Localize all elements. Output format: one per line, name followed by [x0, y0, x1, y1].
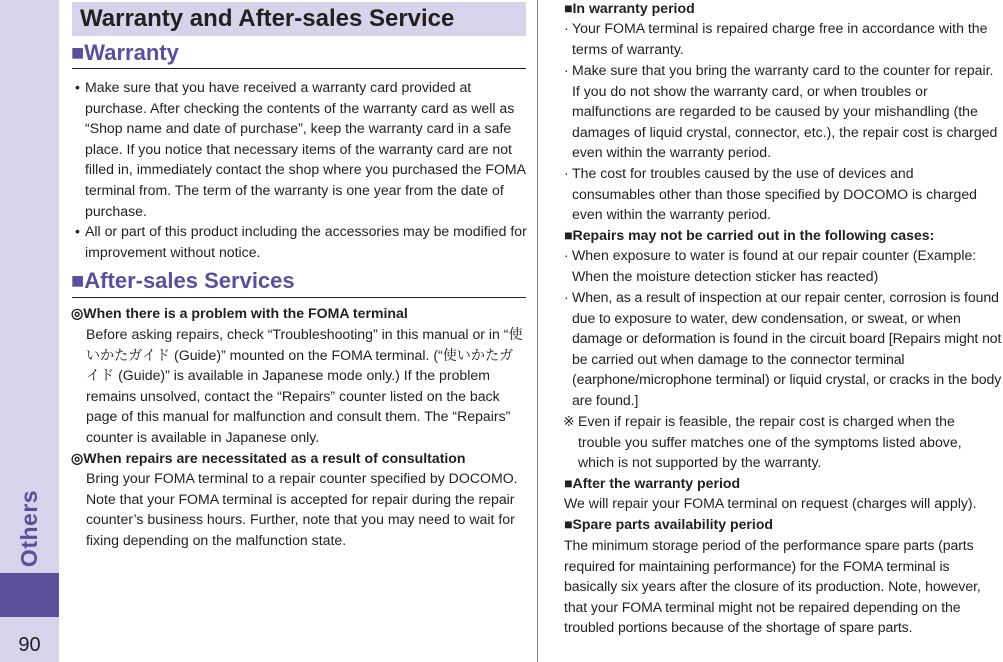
problem-section-body: Before asking repairs, check “Troubleshooting” in this manual or in “使いかたガイド (Guide)” mounted on the FOMA terminal. (“使いかたガイド (Guide)” is available in Japanese mode only.) If the problem remains unsolved, contact the “Repairs” counter listed on the back page of this manual for malfunction and consult them. The “Repairs” counter is available in Japanese only.	[86, 326, 523, 445]
warranty-bullet-1: Make sure that you have received a warranty card provided at purchase. After checking the contents of the warranty card as well as “Shop name and date of purchase”, keep the warranty card in a safe place. If you notice that necessary items of the warranty card are not filled in, immediately contact the shop where you purchased the FOMA terminal from. The term of the warranty is one year from the date of purchase.	[85, 79, 526, 219]
in-warranty-item-3: The cost for troubles caused by the use of devices and consumables other than those specified by DOCOMO is charged even within the warranty period.	[572, 165, 978, 223]
repairs-section-heading: ◎When repairs are necessitated as a result of consultation	[71, 450, 466, 466]
page-title-bar	[72, 2, 526, 36]
not-repaired-item-1: When exposure to water is found at our repair counter (Example: When the moisture detection sticker has reacted)	[572, 247, 977, 284]
warranty-heading: ■Warranty	[71, 40, 179, 65]
warranty-bullet-2: All or part of this product including the accessories may be modified for improvement without notice.	[85, 223, 527, 260]
after-warranty-heading: ■After the warranty period	[564, 475, 741, 491]
column-divider	[537, 0, 538, 662]
side-tab-label: Others	[16, 489, 43, 567]
in-warranty-item-2: Make sure that you bring the warranty card to the counter for repair. If you do not show the warranty card, or when troubles or malfunctions are regarded to be caused by your mishandling (the damages of liquid crystal, connector, etc.), the repair cost is charged even within the warranty period.	[572, 62, 998, 161]
problem-section-heading: ◎When there is a problem with the FOMA terminal	[71, 305, 408, 321]
spare-parts-heading: ■Spare parts availability period	[564, 516, 774, 532]
dot-marker: ·	[564, 165, 569, 181]
dot-marker: ·	[564, 20, 569, 36]
repairs-section-body: Bring your FOMA terminal to a repair counter specified by DOCOMO. Note that your FOMA terminal is accepted for repair during the repair counter’s business hours. Further, note that you may need to wait for fixing depending on the malfunction state.	[86, 470, 518, 548]
bullet-marker: •	[75, 223, 80, 239]
note-mark: ※	[563, 413, 575, 429]
after-warranty-body: We will repair your FOMA terminal on request (charges will apply).	[564, 495, 977, 511]
bullet-marker: •	[75, 79, 80, 95]
dot-marker: ·	[564, 289, 569, 305]
after-sales-heading: ■After-sales Services	[71, 268, 295, 293]
dot-marker: ·	[564, 62, 569, 78]
in-warranty-item-1: Your FOMA terminal is repaired charge free in accordance with the terms of warranty.	[572, 20, 988, 57]
spare-parts-body: The minimum storage period of the performance spare parts (parts required for maintaining performance) for the FOMA terminal is basically six years after the closure of its production. Note, however, that your FOMA terminal might not be repaired depending on the troubled portions because of the shortage of spare parts.	[564, 537, 981, 636]
not-repaired-item-2: When, as a result of inspection at our repair center, corrosion is found due to exposure to water, dew condensation, or sweat, or when damage or deformation is found in the circuit board [Repairs might not be carried out when damage to the connector terminal (earphone/microphone terminal) or liquid crystal, or cracks in the body are found.]	[572, 289, 1002, 408]
not-repaired-note: Even if repair is feasible, the repair cost is charged when the trouble you suffer matches one of the symptoms listed above, which is not supported by the warranty.	[578, 413, 962, 471]
not-repaired-heading: ■Repairs may not be carried out in the following cases:	[564, 227, 935, 243]
side-tab-marker	[0, 573, 59, 617]
in-warranty-heading: ■In warranty period	[564, 0, 695, 16]
warranty-heading-rule	[72, 68, 526, 69]
page-title: Warranty and After-sales Service	[80, 5, 455, 32]
after-sales-heading-rule	[72, 297, 526, 298]
dot-marker: ·	[564, 247, 569, 263]
page-number: 90	[18, 634, 41, 656]
